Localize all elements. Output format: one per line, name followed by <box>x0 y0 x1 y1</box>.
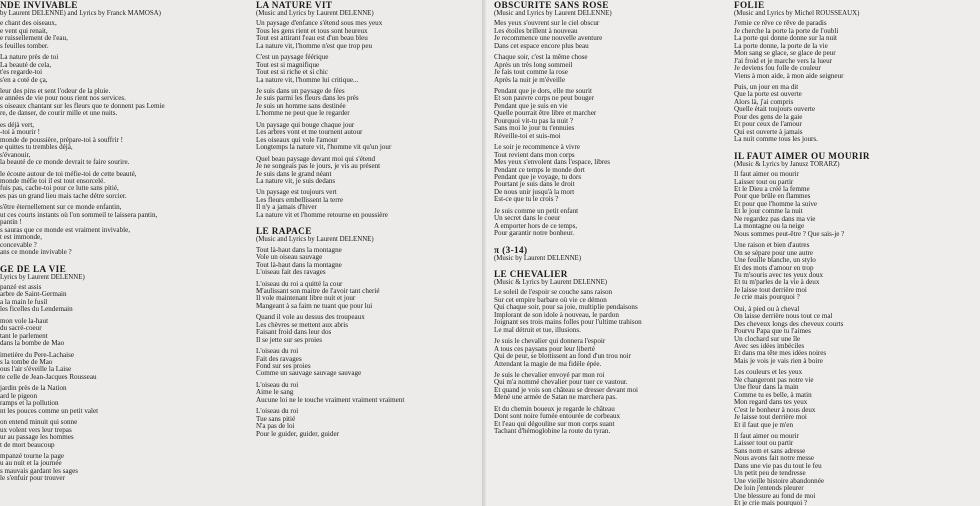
lyric-line: Pendant que je dors, elle me sourit <box>494 87 592 96</box>
lyric-line: le s'enfuir pour trouver <box>0 474 65 483</box>
lyric-line: t de mort beaucoup <box>0 440 55 449</box>
lyric-line: Est-ce que tu le crois ? <box>494 195 559 204</box>
lyric-line: Mon regard dans tes yeux <box>734 398 808 407</box>
song-title: LE RAPACE <box>256 226 312 237</box>
song-title: OBSCURITE SANS ROSE <box>494 0 609 10</box>
lyric-line: t'es regarde-toi <box>0 68 43 77</box>
lyric-line: dans la bombe de Mao <box>0 339 65 348</box>
lyric-line: Je laisse tout derrière moi <box>734 413 807 422</box>
lyric-line: ut ces courts instants où l'on sommeil te laissera pantin, <box>0 210 158 219</box>
lyric-line: Je fais tout comme la rose <box>494 68 568 77</box>
lyric-line: Et l'eau qui dégouline sur mon corps suant <box>494 419 615 428</box>
song-title: IL FAUT AIMER OU MOURIR <box>734 150 870 161</box>
lyric-line: L'oiseau du roi <box>256 347 299 356</box>
right-booklet-page <box>488 0 980 506</box>
lyric-line: Pendant que je voyage, tu dors <box>494 173 582 182</box>
lyric-line: La nature vit et l'homme retourne en poussière <box>256 210 388 219</box>
lyric-line: Un petit peu de tendresse <box>734 469 806 478</box>
lyric-line: Tous les gens rient et tous sont heureux <box>256 26 368 35</box>
lyric-line: M'aulissant son maitre de l'avoir tant cherié <box>256 286 380 295</box>
lyric-line: a la main le fusil <box>0 297 48 306</box>
lyric-line: Et le jour comme la nuit <box>734 207 803 216</box>
lyric-line: le écoute autour de toi méfie-toi de cette beauté, <box>0 169 137 178</box>
lyric-line: Et pour ceux de l'amour <box>734 120 802 129</box>
lyric-line: Et tu m'parles de la vie à deux <box>734 278 820 287</box>
lyric-line: Le mal détruit et tue, illusions. <box>494 325 581 334</box>
lyric-line: ur au passage les hommes <box>0 433 74 442</box>
lyric-line: e chant des oiseaux, <box>0 19 57 28</box>
lyric-line: Un paysage est toujours vert <box>256 188 337 197</box>
lyric-line: es pas un grand lieu mais tache détre sorcier. <box>0 191 127 200</box>
lyric-line: Laisser tout ou partir <box>734 439 794 448</box>
lyric-line: Il se jette sur ses proies <box>256 335 322 344</box>
lyric-line: L'oiseau du roi a quitté la cour <box>256 279 343 288</box>
lyric-line: Je deviens fou folle de couleur <box>734 64 821 73</box>
lyric-line: A emporter hors de ce temps, <box>494 221 578 230</box>
song-credit: (Music & Lyrics by Janusz TORARZ) <box>734 160 840 168</box>
lyric-line: ous l'air s'éveille la Laise <box>0 365 72 374</box>
song-block <box>256 226 482 438</box>
lyric-line: Il n'y a jamais d'hiver <box>256 203 317 212</box>
lyric-line: Je suis le chevalier qui donnera l'espoir <box>494 337 606 346</box>
lyric-line: Laisser tout ou partir <box>734 177 794 186</box>
lyric-line: Et le Dieu a créé la femme <box>734 184 810 193</box>
lyric-line: Chaque soir, c'est la même chose <box>494 53 588 62</box>
lyric-line: Avec ses idées imbéciles <box>734 342 805 351</box>
lyric-line: Une blessure au fond de moi <box>734 491 816 500</box>
lyric-line: du sacré-coeur <box>0 324 42 333</box>
lyric-line: ard le pigeon <box>0 391 38 400</box>
lyric-line: A tous ces paysans pour leur liberté <box>494 344 595 353</box>
lyric-line: L'oiseau du roi <box>256 407 299 416</box>
lyric-line: La beauté de cela, <box>0 60 52 69</box>
lyric-line: Et quand je vois son château se dresser devant moi <box>494 385 639 394</box>
lyric-line: Un secret dans le coeur <box>494 214 561 223</box>
song-credit: Lyrics by Laurent DELENNE) <box>0 273 85 281</box>
lyric-line: concevable ? <box>0 240 37 249</box>
lyric-line: Mais je vois je vais rien à boire <box>734 356 823 365</box>
song-title: π (3-14) <box>494 244 528 255</box>
lyric-line: Fait des ravages <box>256 354 302 363</box>
lyric-line: Mangeant à sa faim ne tuant que pour lui <box>256 301 373 310</box>
lyric-line: on entend minuit qui sonne <box>0 418 78 427</box>
song-credit: (Music and Lyrics by Laurent DELENNE) <box>494 10 612 17</box>
lyric-line: re, de danser, de courir mille et une nuits. <box>0 109 118 118</box>
lyric-line: Mené une armée de Satan ne marchera pas. <box>494 393 617 402</box>
lyric-line: Une raison et bien d'autres <box>734 241 810 250</box>
lyric-line: Les chèvres se mettent aux abris <box>256 320 348 329</box>
lyric-line: Je laisse tout derrière moi <box>734 285 807 294</box>
lyric-line: Une fleur dans la main <box>734 383 799 392</box>
lyric-line: J'emie ce rêve ce rêve de paradis <box>734 19 827 28</box>
lyric-line: Un paysage qui bouge chaque jour <box>256 120 355 129</box>
lyric-line: C'est le bonheur à nous deux <box>734 405 816 414</box>
lyric-line: N'a pas de loi <box>256 422 295 431</box>
lyric-line: Tout est si magnifique <box>256 60 320 69</box>
lyric-line: Le soleil de l'espoir se couche sans raison <box>494 288 613 297</box>
lyric-line: Et des mots d'amour en trop <box>734 263 814 272</box>
lyric-line: e années de vie pour nous rient nos services. <box>0 94 126 103</box>
song-block <box>494 0 730 238</box>
left-column-1 <box>0 0 246 483</box>
lyric-line: Fond sur ses proies <box>256 362 311 371</box>
lyric-line: Qui de peur, se blottissent au fond d'un trou noir <box>494 352 631 361</box>
lyric-line: Un paysage d'enfance s'étend sous mes yeux <box>256 19 383 28</box>
lyric-line: Tout revient dans mon corps <box>494 150 575 159</box>
lyric-line: u au nuit et la journée <box>0 459 62 468</box>
lyric-line: La nature vit, l'homme n'est que trop peu <box>256 41 373 50</box>
song-block <box>494 269 730 436</box>
lyric-line: Tout là-haut dans la montagne <box>256 245 342 254</box>
song-credit: by Laurent DELENNE) and Lyrics by Franck MAMOSA) <box>0 10 161 17</box>
lyric-line: Comme un sauvage sauvage sauvage <box>256 369 362 378</box>
song-title: GE DE LA VIE <box>0 263 67 274</box>
lyric-line: Longtemps la nature vit, l'homme vit qu'un jour <box>256 143 392 152</box>
lyric-line: On laisse derrière nous tout ce mal <box>734 312 833 321</box>
lyric-line: Tout est attirant l'eau est d'un beau bleu <box>256 34 368 43</box>
song-title: FOLIE <box>734 0 765 10</box>
song-credit: (Music and Lyrics by Michel ROUSSEAUX) <box>734 10 860 17</box>
lyric-line: Pendant que je suis en vie <box>494 101 568 110</box>
lyric-line: e quittes tu trembles déjà, <box>0 143 73 152</box>
lyric-line: e vent qui renait, <box>0 26 48 35</box>
lyric-line: imetière du Pere-Lachaise <box>0 350 75 359</box>
song-credit: (Music and Lyrics by Laurent DELENNE) <box>256 236 374 244</box>
lyric-line: Quelle était toujours ouverte <box>734 105 815 114</box>
lyric-line: Implorant de son idole à nouveau, le pardon <box>494 310 619 319</box>
lyric-line: Joignant ses trois mains folles pour l'ultime trahison <box>494 318 642 327</box>
lyric-line: L'oiseau du roi <box>256 380 299 389</box>
lyric-line: Une vieille histoire abandonnée <box>734 476 825 485</box>
lyric-line: Et il faut que je m'en <box>734 420 793 429</box>
song-credit: (Music and Lyrics by Laurent DELENNE) <box>256 10 374 17</box>
lyric-line: Dans une vie pas du tout le feu <box>734 461 822 470</box>
lyric-line: monde de poussière, prépare-toi à souffrir ! <box>0 135 123 144</box>
lyric-line: mon vole la-haut <box>0 316 49 325</box>
lyric-line: De loin j'entends pleurer <box>734 484 804 493</box>
lyric-line: ans ce monde invivable ? <box>0 248 72 257</box>
lyric-line: Qui est ouverte à jamais <box>734 127 803 136</box>
lyric-line: -toi à mourir ! <box>0 128 40 137</box>
lyric-line: leur des pins et sent l'odeur de la pluie. <box>0 87 111 96</box>
lyric-line: Et son pauvre corps ne peut bouger <box>494 94 595 103</box>
lyric-line: ramps et la pollution <box>0 399 59 408</box>
lyric-line: Quand il vole au dessus des troupeaux <box>256 313 365 322</box>
song-title: LE CHEVALIER <box>494 269 568 280</box>
lyric-line: De nous unir jusqu'à la mort <box>494 187 575 196</box>
lyric-line: jardin près de la Nation <box>0 384 67 393</box>
lyric-line: La porte qui donne donne sur la nuit <box>734 34 838 43</box>
lyric-line: Les étoiles brillent à nouveau <box>494 26 578 35</box>
lyric-line: Pour garantir notre bonheur. <box>494 229 574 238</box>
left-column-2 <box>256 0 482 438</box>
lyric-line: mpanzé tourne la page <box>0 452 65 461</box>
lyric-line: Je suis dans le grand néant <box>256 169 332 178</box>
lyric-line: Quelle pourrait être libre et marcher <box>494 109 597 118</box>
lyric-line: Viens à mon aide, à mon aide seigneur <box>734 71 844 80</box>
lyric-line: monde méfie toi il est tout ensorcelé. <box>0 177 105 186</box>
right-column-1 <box>494 0 730 436</box>
lyric-line: Pourvu Papa que tu l'aimes <box>734 327 811 336</box>
lyric-line: La montagne ou la neige <box>734 222 805 231</box>
lyric-line: s sauras que ce monde est vraiment invivable, <box>0 225 131 234</box>
lyric-line: Sans moi le jour tu t'ennuies <box>494 124 575 133</box>
song-block <box>734 151 980 506</box>
lyric-line: s feuilles tomber. <box>0 41 49 50</box>
lyric-line: Et du chemin boueux je regarde le château <box>494 404 615 413</box>
lyric-line: Les fleurs embellissent la terre <box>256 195 344 204</box>
lyric-line: tant le parlement <box>0 331 48 340</box>
lyric-line: Mes yeux s'ouvrent sur le ciel obscur <box>494 19 600 28</box>
lyric-line: Réveille-toi et suis-moi <box>494 131 561 140</box>
lyric-line: Mon sang se glace, se glace de peur <box>734 49 836 58</box>
lyric-line: fuis pas, cache-toi pour ce lutte sans pitié, <box>0 184 119 193</box>
lyric-line: Alors là, j'ai compris <box>734 97 794 106</box>
lyric-line: s'en a coté de ça, <box>0 75 48 84</box>
lyric-line: e ruissellement de l'eau, <box>0 34 68 43</box>
lyric-line: Et je crie mais pourquoi ? <box>734 499 808 506</box>
lyric-line: Aime le sang <box>256 388 294 397</box>
lyric-line: On se sépare pour une autre <box>734 248 813 257</box>
lyric-line: Je crie mais pourquoi ? <box>734 293 800 302</box>
lyric-line: panzé est assis <box>0 282 42 291</box>
lyric-line: Les couleurs et les yeux <box>734 368 803 377</box>
lyric-line: Et dans ma tête mes idées noires <box>734 349 827 358</box>
lyric-line: Ne changeront pas notre vie <box>734 375 814 384</box>
lyric-line: Tout est si riche et si chic <box>256 68 328 77</box>
lyric-line: nt les pouces comme un petit valet <box>0 406 99 415</box>
lyric-line: Nous avons fait notre messe <box>734 454 814 463</box>
lyric-line: Qui chaque soir, pour sa joie, multiplie pendaisons <box>494 303 638 312</box>
lyric-line: Tachant d'hémoglobine la route du tyran. <box>494 427 611 436</box>
lyric-line: Pourquoi vit-tu pas la nuit ? <box>494 116 574 125</box>
lyric-line: Des cheveux longs des cheveux courts <box>734 319 844 328</box>
lyric-line: Il vole maintenant libre nuit et jour <box>256 294 356 303</box>
lyric-line: Sur cet empire barbare où vie ce démon <box>494 295 607 304</box>
song-title: LA NATURE VIT <box>256 0 333 10</box>
song-title: NDE INVIVABLE <box>0 0 78 10</box>
lyric-line: Je suis dans un paysage de fées <box>256 87 345 96</box>
lyric-line: s'évanouir, <box>0 150 31 159</box>
song-block <box>734 0 980 144</box>
left-booklet-page <box>0 0 488 506</box>
lyric-line: la beauté de ce monde devrait te faire sourire. <box>0 158 130 167</box>
lyric-line: Tue sans pitié <box>256 414 296 423</box>
lyric-line: Comme tu es belle, à matin <box>734 390 812 399</box>
lyric-line: L'homme ne peut que le regarder <box>256 109 350 118</box>
lyric-line: Le soir je recommence à vivre <box>494 143 581 152</box>
lyric-line: Que la porte est ouverte <box>734 90 802 99</box>
lyric-line: Après la nuit je m'éveille <box>494 75 566 84</box>
lyric-line: Pour que brûle en flammes <box>734 192 811 201</box>
lyric-line: ux volent vers leur trepas <box>0 425 72 434</box>
lyric-line: Quel beau paysage devant moi qui s'étend <box>256 154 376 163</box>
song-block <box>0 0 246 257</box>
lyric-line: Oui, à pied ou à cheval <box>734 304 800 313</box>
lyric-line: Ne regardez pas dans ma vie <box>734 214 816 223</box>
song-block <box>256 0 482 219</box>
lyric-line: Nous sommes peut-être ? Que sais-je ? <box>734 229 845 238</box>
lyric-line: Attendant la magie de ma fidèle épée. <box>494 359 602 368</box>
lyric-line: Mes yeux s'envolent dans l'espace, libres <box>494 158 611 167</box>
lyric-line: Il faut aimer ou mourir <box>734 432 800 441</box>
lyric-line: Tout là-haut dans la montagne <box>256 260 342 269</box>
song-credit: (Music & Lyrics by Laurent DELENNE) <box>494 279 608 287</box>
lyric-line: Je ne songeais pas le jours, je vis au présent <box>256 162 381 171</box>
lyric-line: pantin ! <box>0 218 22 227</box>
lyric-line: Dans cet espace encore plus beau <box>494 41 589 50</box>
lyric-line: Aucune loi ne le touche vraiment vraiment vraiment <box>256 395 405 404</box>
lyric-line: s'être éternellement sur ce monde enfantin, <box>0 203 122 212</box>
lyric-line: Après un très long sommeil <box>494 60 573 69</box>
lyric-line: s oiseaux chantant sur les fleurs que te donnent pas Lemie <box>0 101 165 110</box>
lyric-line: arbre de Saint-Germain <box>0 290 67 299</box>
lyric-line: Les oiseaux qui vole l'amour <box>256 135 338 144</box>
lyric-line: Sans nom et sans adresse <box>734 446 806 455</box>
lyric-line: es déjà vert, <box>0 120 35 129</box>
lyric-line: Pour le guider, guider, guider <box>256 429 339 438</box>
lyric-line: Puis, un jour en ma dit <box>734 83 799 92</box>
lyric-line: Tu m'souris avec tes yeux doux <box>734 270 824 279</box>
lyric-line: La nuit comme tous les jours. <box>734 135 818 144</box>
lyric-line: Les arbres vont et me tournent autour <box>256 128 363 137</box>
lyric-line: Je suis un homme sans destinée <box>256 101 346 110</box>
lyric-line: Une feuille blanche, un stylo <box>734 256 816 265</box>
lyric-line: Vole un oiseau sauvage <box>256 253 323 262</box>
lyric-line: t est immonde, <box>0 233 42 242</box>
song-block <box>0 264 246 483</box>
lyric-line: Je recommence une nouvelle aventure <box>494 34 603 43</box>
lyric-line: La nature près de toi <box>0 53 59 62</box>
lyric-line: Pendant ce temps le monde dort <box>494 165 585 174</box>
lyric-line: Qui m'a nommé chevalier pour tuer ce vautour. <box>494 378 628 387</box>
lyric-line: te celle de Jean-Jacques Rousseau <box>0 372 97 381</box>
lyric-line: Je suis comme un petit enfant <box>494 206 579 215</box>
lyric-line: Je suis le chevalier envoyé par mon roi <box>494 370 605 379</box>
song-credit: (Music by Laurent DELENNE) <box>494 254 582 262</box>
lyric-line: Pourtant je suis dans le droit <box>494 180 575 189</box>
lyric-line: Faisant froid dans leur dos <box>256 328 332 337</box>
lyric-line: Un clochard sur une île <box>734 334 801 343</box>
lyric-line: La nature vit, l'homme lui critique... <box>256 75 359 84</box>
lyric-line: Et pour que l'homme la suive <box>734 199 818 208</box>
lyric-line: Je suis parmi les fleurs dans les prés <box>256 94 359 103</box>
lyric-line: Pour des gens de la gaie <box>734 112 803 121</box>
lyric-line: Il faut aimer ou mourir <box>734 170 800 179</box>
lyric-line: Je cherche la porte la porte de l'oubli <box>734 26 839 35</box>
lyric-line: s la tombe de Mao <box>0 358 53 367</box>
song-block <box>494 245 730 262</box>
lyric-line: La nature vit, je suis dedans <box>256 177 336 186</box>
lyric-line: C'est un paysage féérique <box>256 53 329 62</box>
lyric-line: les ficelles du Lendemain <box>0 305 73 314</box>
right-column-2 <box>734 0 980 506</box>
lyric-line: s mauvais gardant les sages <box>0 466 79 475</box>
lyric-line: Dont sont noire fumée entourée de corbeaux <box>494 412 621 421</box>
lyric-line: La porte donne, la porte de la vie <box>734 41 828 50</box>
lyric-line: J'ai froid et je marche vers la lueur <box>734 56 832 65</box>
lyric-line: L'oiseau fait des ravages <box>256 268 326 277</box>
